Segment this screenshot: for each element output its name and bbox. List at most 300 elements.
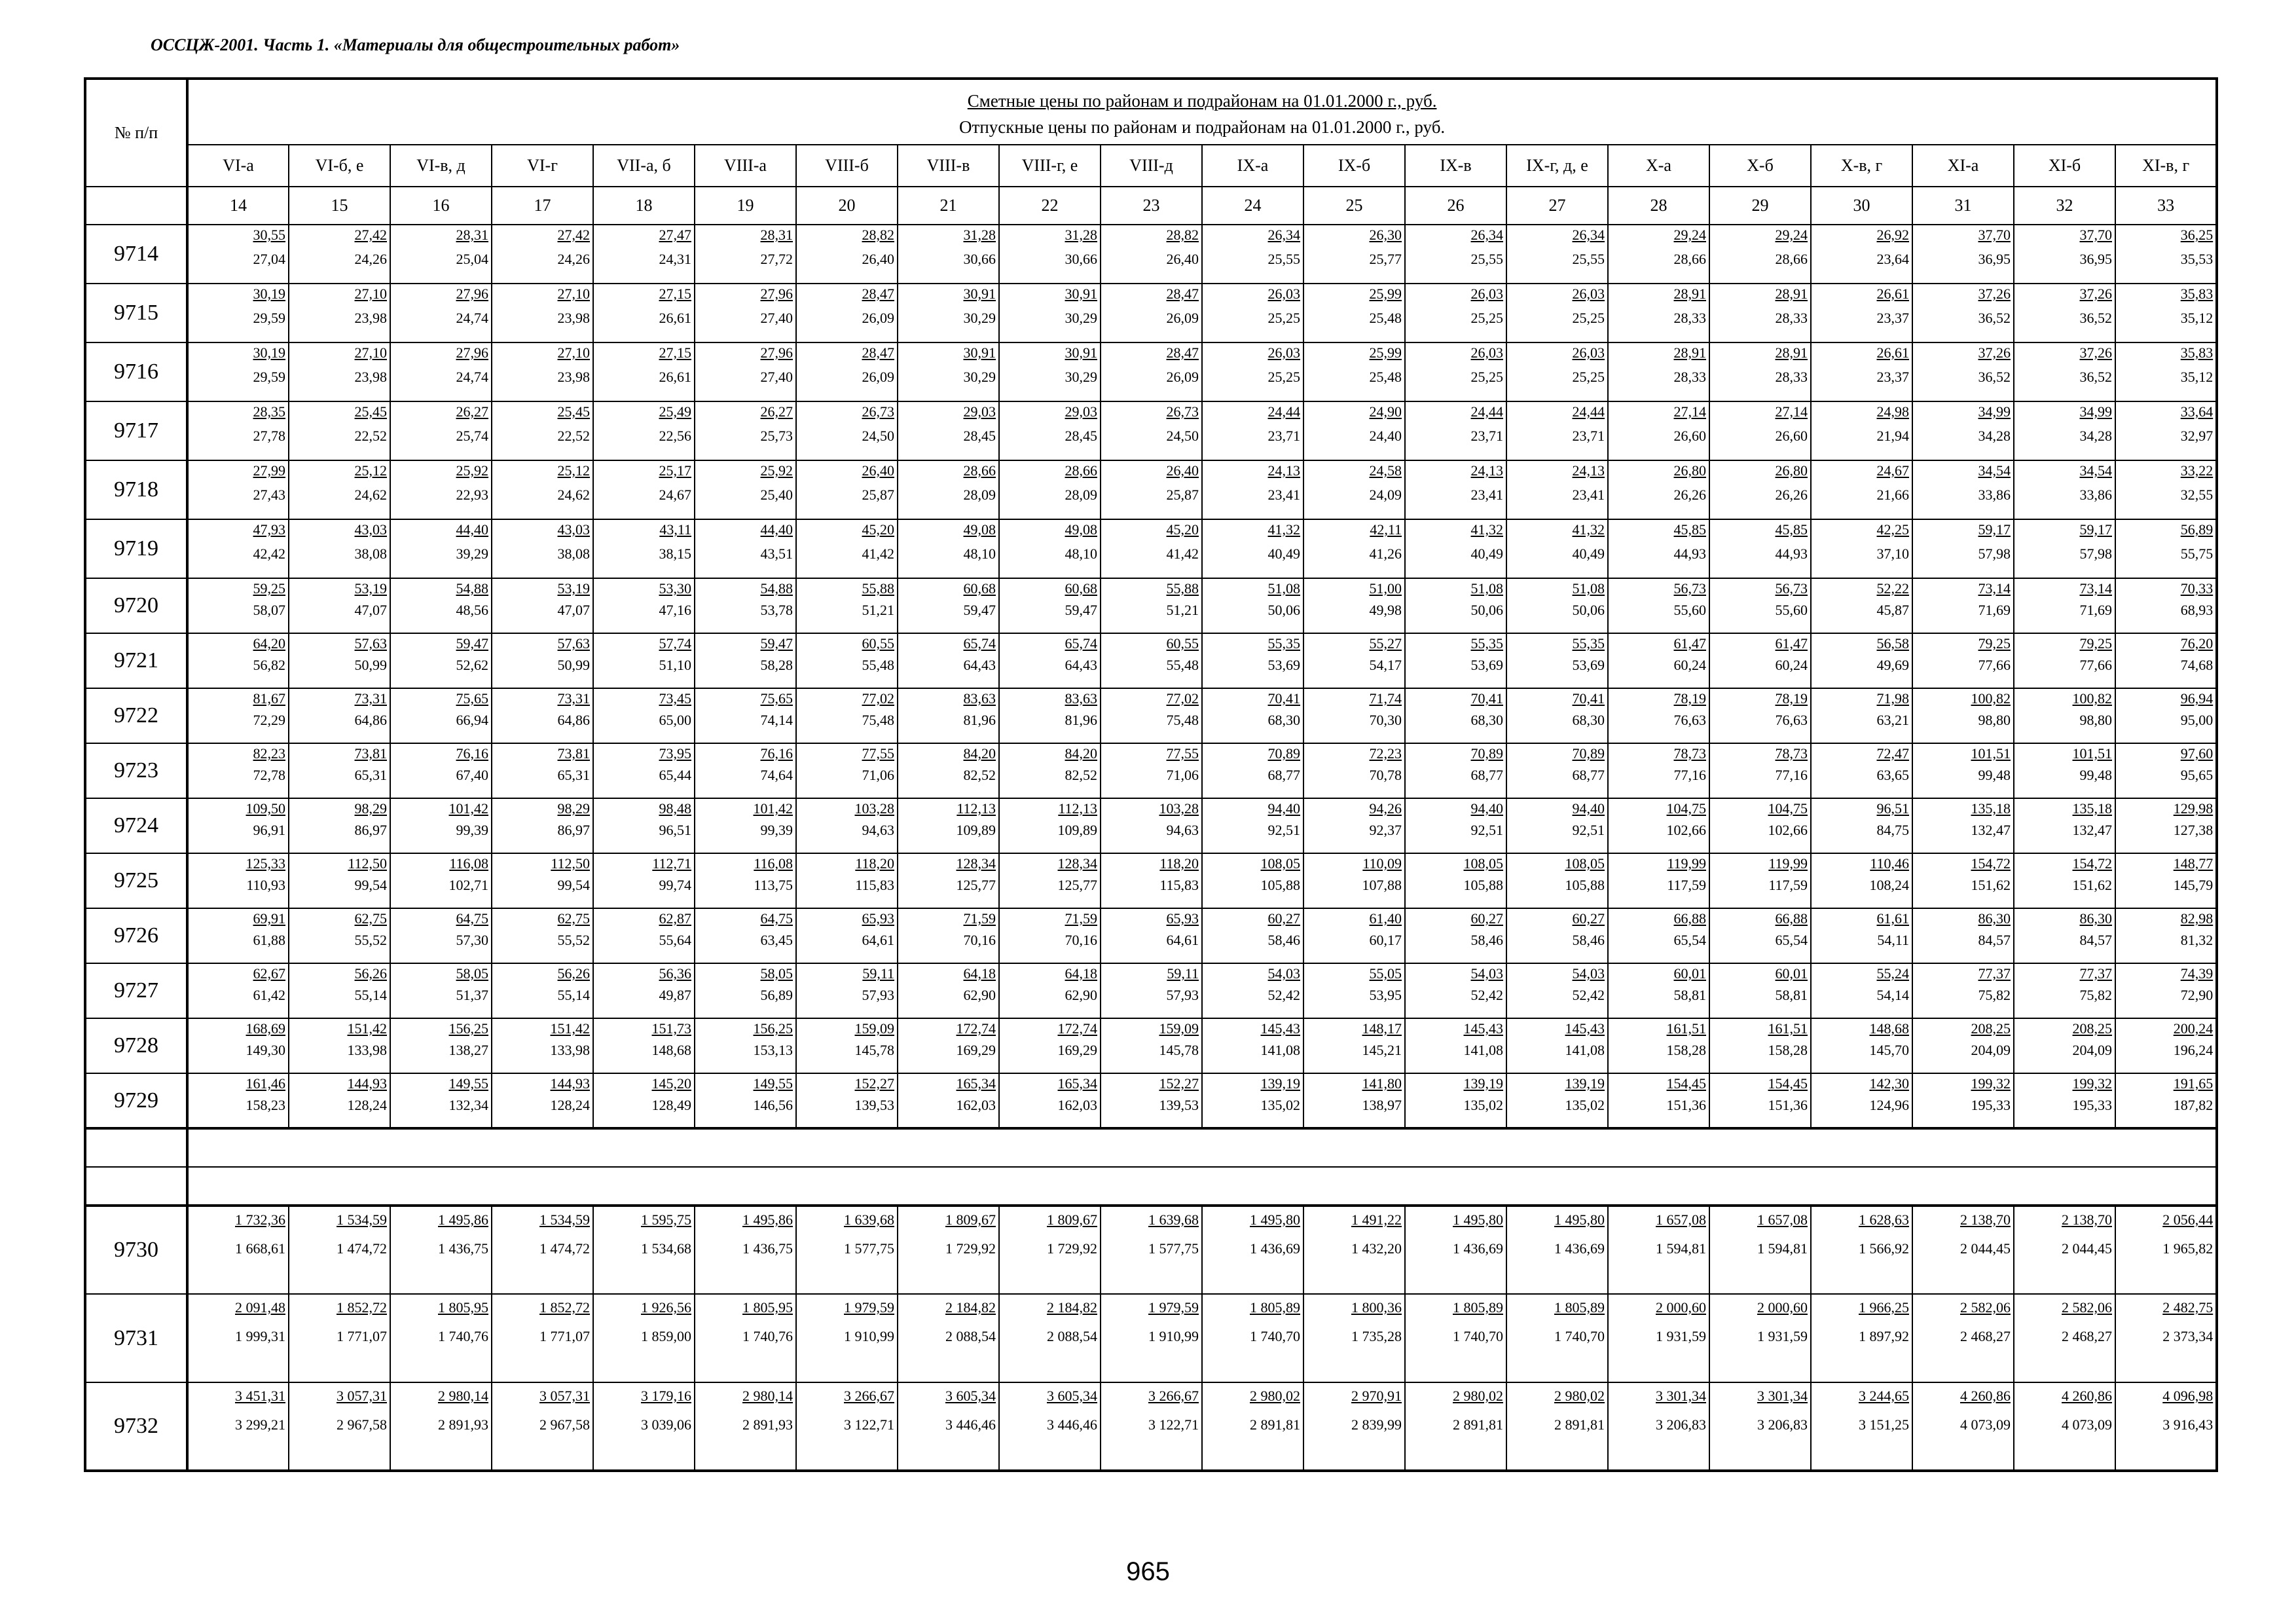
estimate-price: 60,01 xyxy=(1775,965,1808,982)
estimate-price: 25,17 xyxy=(659,462,691,479)
release-price: 49,98 xyxy=(1369,602,1402,618)
release-price: 3 122,71 xyxy=(1148,1416,1199,1433)
price-cell xyxy=(1709,633,1811,688)
release-price: 51,21 xyxy=(862,602,894,618)
estimate-price: 62,75 xyxy=(557,910,590,927)
release-price: 23,71 xyxy=(1470,428,1503,444)
price-cell xyxy=(1303,1206,1405,1294)
release-price: 1 999,31 xyxy=(235,1328,285,1344)
release-price: 92,51 xyxy=(1267,822,1300,838)
estimate-price: 1 495,80 xyxy=(1250,1211,1300,1228)
region-header: VII-а, б xyxy=(593,145,695,187)
price-cell xyxy=(289,1206,390,1294)
release-price: 23,41 xyxy=(1470,487,1503,503)
price-cell xyxy=(1709,853,1811,908)
release-price: 1 729,92 xyxy=(945,1240,996,1257)
release-price: 61,42 xyxy=(253,987,285,1003)
price-cell xyxy=(1303,401,1405,460)
price-cell xyxy=(1811,1206,1912,1294)
release-price: 25,77 xyxy=(1369,251,1402,267)
column-number: 33 xyxy=(2115,187,2217,225)
price-cell xyxy=(1101,284,1202,342)
estimate-price: 65,93 xyxy=(1166,910,1199,927)
estimate-price: 25,99 xyxy=(1369,344,1402,361)
column-number: 23 xyxy=(1101,187,1202,225)
estimate-price: 145,43 xyxy=(1565,1020,1605,1037)
estimate-price: 62,67 xyxy=(253,965,285,982)
region-header-row xyxy=(85,145,2217,187)
estimate-price: 53,30 xyxy=(659,580,691,597)
table-row xyxy=(85,1382,2217,1471)
price-cell xyxy=(2115,519,2217,578)
release-price: 2 373,34 xyxy=(2162,1328,2214,1344)
estimate-price: 26,03 xyxy=(1470,286,1503,302)
release-price: 169,29 xyxy=(1057,1042,1097,1058)
price-cell xyxy=(390,284,492,342)
release-price: 25,74 xyxy=(456,428,488,444)
price-cell xyxy=(593,519,695,578)
price-cell xyxy=(1912,1294,2014,1382)
price-cell xyxy=(1506,284,1608,342)
estimate-price: 1 979,59 xyxy=(1148,1299,1199,1316)
price-cell xyxy=(1506,1018,1608,1073)
price-cell xyxy=(492,963,593,1018)
release-price: 58,46 xyxy=(1572,932,1605,948)
blank-cell xyxy=(85,1167,187,1206)
estimate-price: 59,47 xyxy=(760,635,793,652)
estimate-price: 71,59 xyxy=(1065,910,1097,927)
release-price: 81,32 xyxy=(2180,932,2214,948)
estimate-price: 26,80 xyxy=(1673,462,1706,479)
estimate-price: 77,37 xyxy=(2079,965,2112,982)
price-cell xyxy=(492,1073,593,1128)
price-cell xyxy=(1101,342,1202,401)
release-price: 54,17 xyxy=(1369,657,1402,673)
estimate-price: 60,55 xyxy=(1166,635,1199,652)
release-price: 77,66 xyxy=(1978,657,2011,673)
price-cell xyxy=(999,853,1101,908)
release-price: 25,04 xyxy=(456,251,488,267)
release-price: 67,40 xyxy=(456,767,488,783)
region-header: IX-в xyxy=(1405,145,1506,187)
release-price: 55,14 xyxy=(557,987,590,1003)
price-cell xyxy=(593,963,695,1018)
price-cell xyxy=(1709,908,1811,963)
row-number: 9717 xyxy=(85,401,187,460)
price-cell xyxy=(898,1294,999,1382)
page-number: 965 xyxy=(1126,1557,1170,1586)
release-price: 117,59 xyxy=(1667,877,1706,893)
price-cell xyxy=(2115,1206,2217,1294)
release-price: 148,68 xyxy=(651,1042,691,1058)
release-price: 55,48 xyxy=(1166,657,1199,673)
estimate-price: 45,20 xyxy=(1166,521,1199,538)
release-price: 1 436,75 xyxy=(438,1240,488,1257)
release-price: 30,66 xyxy=(963,251,996,267)
estimate-price: 151,42 xyxy=(550,1020,590,1037)
release-price: 63,45 xyxy=(760,932,793,948)
estimate-price: 56,26 xyxy=(354,965,387,982)
release-price: 23,98 xyxy=(557,369,590,385)
estimate-price: 27,14 xyxy=(1673,403,1706,420)
estimate-price: 1 800,36 xyxy=(1351,1299,1402,1316)
price-cell xyxy=(1303,1073,1405,1128)
estimate-price: 56,36 xyxy=(659,965,691,982)
price-cell xyxy=(898,688,999,743)
price-cell xyxy=(1608,1382,1709,1471)
estimate-price: 3 605,34 xyxy=(945,1388,996,1404)
release-price: 2 468,27 xyxy=(2062,1328,2112,1344)
release-price: 3 206,83 xyxy=(1656,1416,1706,1433)
release-price: 25,25 xyxy=(1267,369,1300,385)
price-cell xyxy=(187,963,289,1018)
release-price: 68,77 xyxy=(1572,767,1605,783)
estimate-price: 101,42 xyxy=(753,800,793,817)
price-cell xyxy=(390,853,492,908)
row-number: 9720 xyxy=(85,578,187,633)
release-price: 110,93 xyxy=(246,877,285,893)
price-cell xyxy=(796,963,898,1018)
release-price: 3 916,43 xyxy=(2162,1416,2214,1433)
price-cell xyxy=(2115,1294,2217,1382)
release-price: 26,09 xyxy=(1166,369,1199,385)
estimate-price: 26,73 xyxy=(862,403,894,420)
estimate-price: 148,68 xyxy=(1869,1020,1909,1037)
region-header: IX-а xyxy=(1202,145,1303,187)
release-price: 26,09 xyxy=(862,369,894,385)
release-price: 138,27 xyxy=(448,1042,488,1058)
price-cell xyxy=(593,1382,695,1471)
blank-cell xyxy=(187,1167,2217,1206)
estimate-price: 3 244,65 xyxy=(1859,1388,1909,1404)
estimate-price: 30,91 xyxy=(963,344,996,361)
price-cell xyxy=(1202,963,1303,1018)
row-number: 9731 xyxy=(85,1294,187,1382)
estimate-price: 73,45 xyxy=(659,690,691,707)
release-price: 72,78 xyxy=(253,767,285,783)
estimate-price: 26,80 xyxy=(1775,462,1808,479)
region-header: VI-г xyxy=(492,145,593,187)
estimate-price: 51,08 xyxy=(1267,580,1300,597)
price-cell xyxy=(695,853,796,908)
release-price: 22,52 xyxy=(557,428,590,444)
table-row xyxy=(85,519,2217,578)
estimate-price: 159,09 xyxy=(854,1020,894,1037)
release-price: 55,75 xyxy=(2180,545,2214,562)
release-price: 71,69 xyxy=(2079,602,2112,618)
estimate-price: 139,19 xyxy=(1260,1075,1300,1092)
release-price: 26,26 xyxy=(1673,487,1706,503)
estimate-price: 62,75 xyxy=(354,910,387,927)
release-price: 27,78 xyxy=(253,428,285,444)
release-price: 58,46 xyxy=(1470,932,1503,948)
release-price: 30,66 xyxy=(1065,251,1097,267)
estimate-price: 55,88 xyxy=(1166,580,1199,597)
release-price: 128,49 xyxy=(651,1097,691,1113)
release-price: 56,82 xyxy=(253,657,285,673)
release-price: 1 436,75 xyxy=(742,1240,793,1257)
price-cell xyxy=(289,1294,390,1382)
price-cell xyxy=(492,1382,593,1471)
estimate-price: 37,26 xyxy=(2079,344,2112,361)
price-cell xyxy=(999,1382,1101,1471)
price-cell xyxy=(1912,1073,2014,1128)
release-price: 1 436,69 xyxy=(1250,1240,1300,1257)
estimate-price: 24,90 xyxy=(1369,403,1402,420)
price-cell xyxy=(1405,578,1506,633)
estimate-price: 26,61 xyxy=(1876,344,1909,361)
estimate-price: 1 628,63 xyxy=(1859,1211,1909,1228)
estimate-price: 29,24 xyxy=(1775,227,1808,243)
release-price: 54,14 xyxy=(1876,987,1909,1003)
estimate-price: 3 266,67 xyxy=(1148,1388,1199,1404)
price-cell xyxy=(999,284,1101,342)
price-cell xyxy=(695,798,796,853)
price-cell xyxy=(695,1382,796,1471)
price-cell xyxy=(1405,342,1506,401)
estimate-price: 172,74 xyxy=(956,1020,996,1037)
release-price: 26,61 xyxy=(659,310,691,326)
table-row xyxy=(85,1018,2217,1073)
estimate-price: 1 979,59 xyxy=(844,1299,894,1316)
row-number: 9716 xyxy=(85,342,187,401)
release-price: 158,23 xyxy=(246,1097,285,1113)
price-cell xyxy=(1202,342,1303,401)
release-price: 39,29 xyxy=(456,545,488,562)
price-cell xyxy=(492,798,593,853)
price-cell xyxy=(2014,1018,2115,1073)
estimate-price: 44,40 xyxy=(456,521,488,538)
release-price: 2 088,54 xyxy=(1047,1328,1097,1344)
estimate-price: 61,40 xyxy=(1369,910,1402,927)
estimate-price: 76,16 xyxy=(456,745,488,762)
price-cell xyxy=(1202,798,1303,853)
price-cell xyxy=(1303,963,1405,1018)
estimate-price: 168,69 xyxy=(246,1020,285,1037)
estimate-price: 31,28 xyxy=(963,227,996,243)
row-number: 9726 xyxy=(85,908,187,963)
estimate-price: 66,88 xyxy=(1775,910,1808,927)
estimate-price: 26,03 xyxy=(1267,286,1300,302)
column-number: 19 xyxy=(695,187,796,225)
price-cell xyxy=(796,401,898,460)
release-price: 158,28 xyxy=(1768,1042,1808,1058)
price-cell xyxy=(1506,401,1608,460)
price-cell xyxy=(898,225,999,284)
release-price: 21,94 xyxy=(1876,428,1909,444)
release-price: 139,53 xyxy=(854,1097,894,1113)
estimate-price: 30,55 xyxy=(253,227,285,243)
release-price: 30,29 xyxy=(963,369,996,385)
estimate-price: 76,16 xyxy=(760,745,793,762)
release-price: 52,42 xyxy=(1267,987,1300,1003)
estimate-price: 2 980,02 xyxy=(1554,1388,1605,1404)
estimate-price: 59,11 xyxy=(1167,965,1199,982)
estimate-price: 24,58 xyxy=(1369,462,1402,479)
estimate-price: 101,51 xyxy=(1971,745,2011,762)
estimate-price: 27,15 xyxy=(659,344,691,361)
release-price: 25,25 xyxy=(1470,369,1503,385)
release-price: 96,51 xyxy=(659,822,691,838)
price-cell xyxy=(1608,1073,1709,1128)
release-price: 24,31 xyxy=(659,251,691,267)
release-price: 151,36 xyxy=(1768,1097,1808,1113)
estimate-price: 81,67 xyxy=(253,690,285,707)
price-cell xyxy=(999,963,1101,1018)
estimate-price: 35,83 xyxy=(2180,286,2214,302)
price-cell xyxy=(289,963,390,1018)
estimate-price: 26,61 xyxy=(1876,286,1909,302)
release-price: 36,52 xyxy=(2079,369,2112,385)
estimate-price: 57,63 xyxy=(557,635,590,652)
release-price: 65,00 xyxy=(659,712,691,728)
estimate-price: 60,68 xyxy=(963,580,996,597)
release-price: 1 740,70 xyxy=(1554,1328,1605,1344)
release-price: 40,49 xyxy=(1267,545,1300,562)
release-price: 64,86 xyxy=(557,712,590,728)
price-cell xyxy=(2115,460,2217,519)
estimate-price: 101,42 xyxy=(448,800,488,817)
estimate-price: 118,20 xyxy=(1159,855,1199,872)
estimate-price: 2 000,60 xyxy=(1656,1299,1706,1316)
release-price: 195,33 xyxy=(1971,1097,2011,1113)
release-price: 26,26 xyxy=(1775,487,1808,503)
release-price: 68,30 xyxy=(1572,712,1605,728)
release-price: 62,90 xyxy=(1065,987,1097,1003)
price-cell xyxy=(2014,798,2115,853)
price-cell xyxy=(593,853,695,908)
price-cell xyxy=(187,1206,289,1294)
release-price: 27,40 xyxy=(760,369,793,385)
price-cell xyxy=(187,798,289,853)
estimate-price: 82,23 xyxy=(253,745,285,762)
estimate-price: 29,03 xyxy=(1065,403,1097,420)
price-cell xyxy=(1303,1294,1405,1382)
release-price: 65,31 xyxy=(557,767,590,783)
estimate-price: 208,25 xyxy=(1971,1020,2011,1037)
price-cell xyxy=(2014,519,2115,578)
price-cell xyxy=(1506,578,1608,633)
price-cell xyxy=(898,519,999,578)
price-cell xyxy=(187,578,289,633)
price-cell xyxy=(1101,688,1202,743)
estimate-price: 165,34 xyxy=(1057,1075,1097,1092)
release-price: 36,52 xyxy=(1978,369,2011,385)
estimate-price: 28,91 xyxy=(1673,286,1706,302)
column-number: 29 xyxy=(1709,187,1811,225)
release-price: 169,29 xyxy=(956,1042,996,1058)
estimate-price: 1 595,75 xyxy=(641,1211,691,1228)
price-cell xyxy=(1608,798,1709,853)
release-price: 25,48 xyxy=(1369,310,1402,326)
estimate-price: 1 657,08 xyxy=(1656,1211,1706,1228)
running-head: ОССЦЖ-2001. Часть 1. «Материалы для общестроительных работ» xyxy=(151,35,680,54)
release-price: 50,06 xyxy=(1572,602,1605,618)
release-price: 133,98 xyxy=(550,1042,590,1058)
estimate-price: 74,39 xyxy=(2180,965,2214,982)
price-cell xyxy=(289,908,390,963)
estimate-price: 112,50 xyxy=(348,855,387,872)
release-price: 58,07 xyxy=(253,602,285,618)
release-price: 1 740,76 xyxy=(742,1328,793,1344)
estimate-price: 45,85 xyxy=(1673,521,1706,538)
estimate-price: 104,75 xyxy=(1768,800,1808,817)
price-cell xyxy=(492,460,593,519)
release-price: 47,07 xyxy=(557,602,590,618)
row-number: 9721 xyxy=(85,633,187,688)
price-cell xyxy=(1303,1382,1405,1471)
price-cell xyxy=(1709,342,1811,401)
estimate-price: 64,20 xyxy=(253,635,285,652)
price-cell xyxy=(1709,578,1811,633)
price-cell xyxy=(1506,853,1608,908)
release-price: 35,12 xyxy=(2180,310,2214,326)
release-price: 84,75 xyxy=(1876,822,1909,838)
estimate-price: 59,17 xyxy=(2079,521,2112,538)
price-cell xyxy=(593,633,695,688)
price-cell xyxy=(1811,963,1912,1018)
price-cell xyxy=(695,1073,796,1128)
price-cell xyxy=(1303,284,1405,342)
price-cell xyxy=(1506,688,1608,743)
release-price: 135,02 xyxy=(1565,1097,1605,1113)
price-cell xyxy=(593,460,695,519)
price-cell xyxy=(1912,633,2014,688)
estimate-price: 2 184,82 xyxy=(945,1299,996,1316)
release-price: 29,59 xyxy=(253,369,285,385)
release-price: 21,66 xyxy=(1876,487,1909,503)
estimate-price: 119,99 xyxy=(1768,855,1808,872)
price-cell xyxy=(187,1018,289,1073)
price-cell xyxy=(1405,225,1506,284)
release-price: 149,30 xyxy=(246,1042,285,1058)
estimate-price: 37,26 xyxy=(1978,286,2011,302)
release-price: 204,09 xyxy=(1971,1042,2011,1058)
release-price: 24,62 xyxy=(354,487,387,503)
release-price: 1 740,76 xyxy=(438,1328,488,1344)
release-price: 105,88 xyxy=(1565,877,1605,893)
estimate-price: 83,63 xyxy=(1065,690,1097,707)
price-cell xyxy=(695,578,796,633)
release-price: 1 432,20 xyxy=(1351,1240,1402,1257)
price-cell xyxy=(289,633,390,688)
release-price: 26,60 xyxy=(1673,428,1706,444)
price-cell xyxy=(1506,633,1608,688)
estimate-price: 64,75 xyxy=(760,910,793,927)
estimate-price: 152,27 xyxy=(1159,1075,1199,1092)
release-price: 26,09 xyxy=(1166,310,1199,326)
release-price: 1 577,75 xyxy=(844,1240,894,1257)
price-cell xyxy=(1608,688,1709,743)
table-row xyxy=(85,225,2217,284)
price-cell xyxy=(1506,908,1608,963)
price-cell xyxy=(390,342,492,401)
release-price: 68,77 xyxy=(1267,767,1300,783)
price-cell xyxy=(1811,578,1912,633)
estimate-price: 61,47 xyxy=(1775,635,1808,652)
release-price: 64,43 xyxy=(963,657,996,673)
release-price: 128,24 xyxy=(347,1097,387,1113)
estimate-price: 145,43 xyxy=(1463,1020,1503,1037)
price-cell xyxy=(492,342,593,401)
price-cell xyxy=(1608,225,1709,284)
price-cell xyxy=(1506,1073,1608,1128)
price-cell xyxy=(2014,853,2115,908)
price-cell xyxy=(1101,963,1202,1018)
release-price: 1 566,92 xyxy=(1859,1240,1909,1257)
estimate-price: 44,40 xyxy=(760,521,793,538)
estimate-price: 4 096,98 xyxy=(2162,1388,2214,1404)
